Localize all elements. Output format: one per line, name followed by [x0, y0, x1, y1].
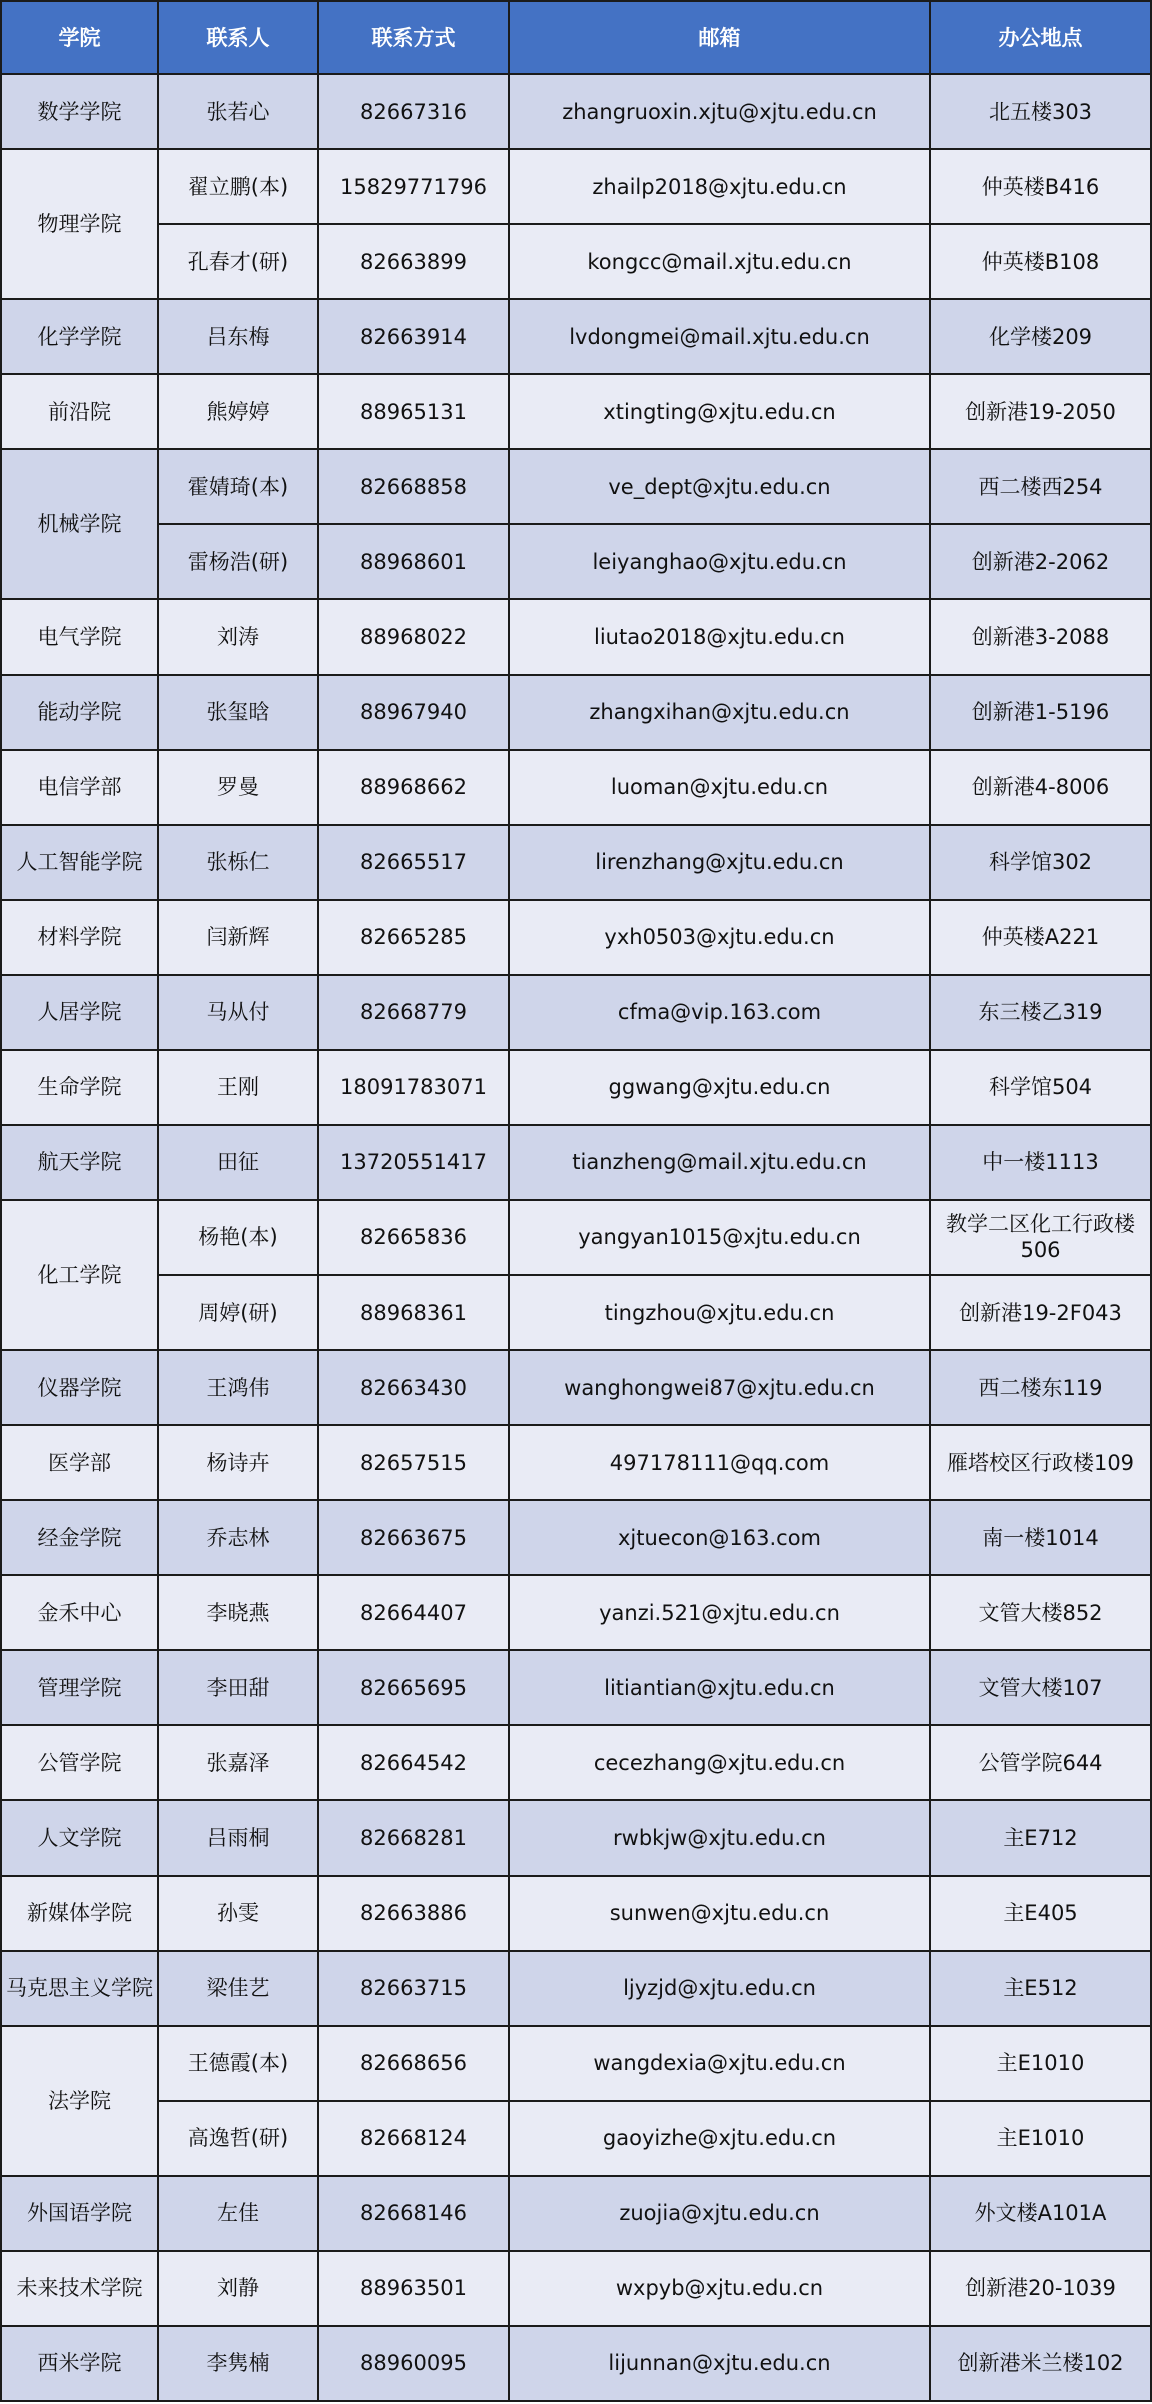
contact-cell: 马从付 [158, 975, 318, 1050]
office-cell: 创新港米兰楼102 [930, 2326, 1151, 2401]
contact-cell: 高逸哲(研) [158, 2101, 318, 2176]
office-cell: 主E1010 [930, 2026, 1151, 2101]
contact-cell: 张栎仁 [158, 825, 318, 900]
table-row [1, 675, 1151, 750]
office-cell: 仲英楼B108 [930, 224, 1151, 299]
phone-cell: 82665695 [318, 1650, 509, 1725]
header-college: 学院 [1, 1, 158, 74]
table-row [1, 2101, 1151, 2176]
college-cell: 航天学院 [1, 1125, 158, 1200]
table-row [1, 1800, 1151, 1875]
office-cell: 公管学院644 [930, 1725, 1151, 1800]
office-cell: 外文楼A101A [930, 2176, 1151, 2251]
email-cell: ggwang@xjtu.edu.cn [509, 1050, 930, 1125]
office-cell: 中一楼1113 [930, 1125, 1151, 1200]
phone-cell: 82665285 [318, 900, 509, 975]
contact-cell: 雷杨浩(研) [158, 524, 318, 599]
email-cell: xtingting@xjtu.edu.cn [509, 374, 930, 449]
table-row [1, 1350, 1151, 1425]
phone-cell: 88965131 [318, 374, 509, 449]
email-cell: cecezhang@xjtu.edu.cn [509, 1725, 930, 1800]
email-cell: leiyanghao@xjtu.edu.cn [509, 524, 930, 599]
college-cell: 人居学院 [1, 975, 158, 1050]
phone-cell: 18091783071 [318, 1050, 509, 1125]
phone-cell: 82663430 [318, 1350, 509, 1425]
table-row [1, 1575, 1151, 1650]
phone-cell: 82667316 [318, 74, 509, 149]
college-cell: 马克思主义学院 [1, 1951, 158, 2026]
table-row [1, 374, 1151, 449]
contact-cell: 刘静 [158, 2251, 318, 2326]
office-cell: 西二楼东119 [930, 1350, 1151, 1425]
table-row [1, 524, 1151, 599]
contact-cell: 闫新辉 [158, 900, 318, 975]
phone-cell: 82665517 [318, 825, 509, 900]
office-cell: 创新港19-2050 [930, 374, 1151, 449]
header-row [1, 1, 1151, 74]
phone-cell: 82668858 [318, 449, 509, 524]
contact-cell: 熊婷婷 [158, 374, 318, 449]
contact-cell: 李田甜 [158, 1650, 318, 1725]
email-cell: liutao2018@xjtu.edu.cn [509, 599, 930, 674]
email-cell: yxh0503@xjtu.edu.cn [509, 900, 930, 975]
college-cell: 化工学院 [1, 1200, 158, 1350]
table-row [1, 1125, 1151, 1200]
contact-cell: 杨诗卉 [158, 1425, 318, 1500]
contact-cell: 李隽楠 [158, 2326, 318, 2401]
phone-cell: 88963501 [318, 2251, 509, 2326]
phone-cell: 82663914 [318, 299, 509, 374]
table-row [1, 449, 1151, 524]
table-row [1, 299, 1151, 374]
phone-cell: 82668146 [318, 2176, 509, 2251]
table-row [1, 1725, 1151, 1800]
office-cell: 仲英楼B416 [930, 149, 1151, 224]
contact-cell: 张玺晗 [158, 675, 318, 750]
contact-cell: 王鸿伟 [158, 1350, 318, 1425]
office-cell: 主E712 [930, 1800, 1151, 1875]
email-cell: zhangruoxin.xjtu@xjtu.edu.cn [509, 74, 930, 149]
college-cell: 电信学部 [1, 750, 158, 825]
email-cell: 497178111@qq.com [509, 1425, 930, 1500]
table-row [1, 149, 1151, 224]
phone-cell: 88967940 [318, 675, 509, 750]
header-contact: 联系人 [158, 1, 318, 74]
office-cell: 主E1010 [930, 2101, 1151, 2176]
office-cell: 科学馆302 [930, 825, 1151, 900]
table-row [1, 1876, 1151, 1951]
college-cell: 公管学院 [1, 1725, 158, 1800]
table-row [1, 1951, 1151, 2026]
email-cell: wangdexia@xjtu.edu.cn [509, 2026, 930, 2101]
table-row [1, 599, 1151, 674]
table-row [1, 750, 1151, 825]
office-cell: 创新港3-2088 [930, 599, 1151, 674]
office-cell: 西二楼西254 [930, 449, 1151, 524]
email-cell: yanzi.521@xjtu.edu.cn [509, 1575, 930, 1650]
college-cell: 能动学院 [1, 675, 158, 750]
table-row [1, 2026, 1151, 2101]
phone-cell: 82668656 [318, 2026, 509, 2101]
college-cell: 材料学院 [1, 900, 158, 975]
table-row [1, 825, 1151, 900]
phone-cell: 13720551417 [318, 1125, 509, 1200]
email-cell: yangyan1015@xjtu.edu.cn [509, 1200, 930, 1275]
office-cell: 创新港19-2F043 [930, 1275, 1151, 1350]
office-cell: 雁塔校区行政楼109 [930, 1425, 1151, 1500]
contact-cell: 王刚 [158, 1050, 318, 1125]
phone-cell: 82668281 [318, 1800, 509, 1875]
email-cell: litiantian@xjtu.edu.cn [509, 1650, 930, 1725]
contact-cell: 梁佳艺 [158, 1951, 318, 2026]
phone-cell: 82668779 [318, 975, 509, 1050]
email-cell: wanghongwei87@xjtu.edu.cn [509, 1350, 930, 1425]
contact-cell: 孔春才(研) [158, 224, 318, 299]
table-row [1, 1500, 1151, 1575]
table-row [1, 1275, 1151, 1350]
phone-cell: 82664407 [318, 1575, 509, 1650]
table-row [1, 2251, 1151, 2326]
office-cell: 科学馆504 [930, 1050, 1151, 1125]
phone-cell: 88960095 [318, 2326, 509, 2401]
phone-cell: 88968361 [318, 1275, 509, 1350]
contact-cell: 王德霞(本) [158, 2026, 318, 2101]
college-cell: 物理学院 [1, 149, 158, 299]
college-cell: 人文学院 [1, 1800, 158, 1875]
email-cell: sunwen@xjtu.edu.cn [509, 1876, 930, 1951]
email-cell: ve_dept@xjtu.edu.cn [509, 449, 930, 524]
email-cell: wxpyb@xjtu.edu.cn [509, 2251, 930, 2326]
contact-cell: 李晓燕 [158, 1575, 318, 1650]
header-office: 办公地点 [930, 1, 1151, 74]
table-row [1, 2176, 1151, 2251]
email-cell: luoman@xjtu.edu.cn [509, 750, 930, 825]
college-cell: 法学院 [1, 2026, 158, 2176]
table-row [1, 1650, 1151, 1725]
contact-cell: 田征 [158, 1125, 318, 1200]
table-row [1, 1200, 1151, 1275]
contact-cell: 罗曼 [158, 750, 318, 825]
college-cell: 人工智能学院 [1, 825, 158, 900]
phone-cell: 82665836 [318, 1200, 509, 1275]
college-cell: 外国语学院 [1, 2176, 158, 2251]
office-cell: 创新港1-5196 [930, 675, 1151, 750]
phone-cell: 88968022 [318, 599, 509, 674]
college-cell: 管理学院 [1, 1650, 158, 1725]
college-cell: 数学学院 [1, 74, 158, 149]
college-cell: 化学学院 [1, 299, 158, 374]
office-cell: 仲英楼A221 [930, 900, 1151, 975]
contact-cell: 左佳 [158, 2176, 318, 2251]
email-cell: xjtuecon@163.com [509, 1500, 930, 1575]
table-row [1, 74, 1151, 149]
phone-cell: 88968662 [318, 750, 509, 825]
phone-cell: 15829771796 [318, 149, 509, 224]
office-cell: 化学楼209 [930, 299, 1151, 374]
contact-cell: 杨艳(本) [158, 1200, 318, 1275]
college-cell: 新媒体学院 [1, 1876, 158, 1951]
email-cell: lvdongmei@mail.xjtu.edu.cn [509, 299, 930, 374]
college-cell: 医学部 [1, 1425, 158, 1500]
office-cell: 教学二区化工行政楼506 [930, 1200, 1151, 1275]
office-cell: 创新港20-1039 [930, 2251, 1151, 2326]
email-cell: ljyzjd@xjtu.edu.cn [509, 1951, 930, 2026]
phone-cell: 82664542 [318, 1725, 509, 1800]
phone-cell: 82663675 [318, 1500, 509, 1575]
college-cell: 机械学院 [1, 449, 158, 599]
college-cell: 前沿院 [1, 374, 158, 449]
office-cell: 主E512 [930, 1951, 1151, 2026]
email-cell: zhailp2018@xjtu.edu.cn [509, 149, 930, 224]
office-cell: 东三楼乙319 [930, 975, 1151, 1050]
office-cell: 南一楼1014 [930, 1500, 1151, 1575]
email-cell: lirenzhang@xjtu.edu.cn [509, 825, 930, 900]
phone-cell: 88968601 [318, 524, 509, 599]
office-cell: 北五楼303 [930, 74, 1151, 149]
office-cell: 创新港4-8006 [930, 750, 1151, 825]
contact-cell: 翟立鹏(本) [158, 149, 318, 224]
table-row [1, 900, 1151, 975]
office-cell: 主E405 [930, 1876, 1151, 1951]
contact-cell: 张若心 [158, 74, 318, 149]
email-cell: cfma@vip.163.com [509, 975, 930, 1050]
email-cell: gaoyizhe@xjtu.edu.cn [509, 2101, 930, 2176]
contact-cell: 吕东梅 [158, 299, 318, 374]
contact-cell: 周婷(研) [158, 1275, 318, 1350]
phone-cell: 82668124 [318, 2101, 509, 2176]
email-cell: tianzheng@mail.xjtu.edu.cn [509, 1125, 930, 1200]
email-cell: zhangxihan@xjtu.edu.cn [509, 675, 930, 750]
college-cell: 未来技术学院 [1, 2251, 158, 2326]
college-cell: 西米学院 [1, 2326, 158, 2401]
contact-cell: 刘涛 [158, 599, 318, 674]
email-cell: kongcc@mail.xjtu.edu.cn [509, 224, 930, 299]
header-email: 邮箱 [509, 1, 930, 74]
email-cell: lijunnan@xjtu.edu.cn [509, 2326, 930, 2401]
contact-cell: 张嘉泽 [158, 1725, 318, 1800]
office-cell: 文管大楼852 [930, 1575, 1151, 1650]
contact-cell: 霍婧琦(本) [158, 449, 318, 524]
phone-cell: 82657515 [318, 1425, 509, 1500]
phone-cell: 82663886 [318, 1876, 509, 1951]
phone-cell: 82663899 [318, 224, 509, 299]
email-cell: rwbkjw@xjtu.edu.cn [509, 1800, 930, 1875]
table-row [1, 2326, 1151, 2401]
phone-cell: 82663715 [318, 1951, 509, 2026]
college-cell: 经金学院 [1, 1500, 158, 1575]
office-cell: 创新港2-2062 [930, 524, 1151, 599]
contact-cell: 孙雯 [158, 1876, 318, 1951]
header-phone: 联系方式 [318, 1, 509, 74]
email-cell: tingzhou@xjtu.edu.cn [509, 1275, 930, 1350]
college-cell: 生命学院 [1, 1050, 158, 1125]
office-cell: 文管大楼107 [930, 1650, 1151, 1725]
college-cell: 仪器学院 [1, 1350, 158, 1425]
table-row [1, 224, 1151, 299]
contact-cell: 乔志林 [158, 1500, 318, 1575]
table-row [1, 1425, 1151, 1500]
email-cell: zuojia@xjtu.edu.cn [509, 2176, 930, 2251]
table-row [1, 1050, 1151, 1125]
table-row [1, 975, 1151, 1050]
contact-cell: 吕雨桐 [158, 1800, 318, 1875]
college-cell: 金禾中心 [1, 1575, 158, 1650]
table-body [1, 74, 1151, 2401]
college-cell: 电气学院 [1, 599, 158, 674]
